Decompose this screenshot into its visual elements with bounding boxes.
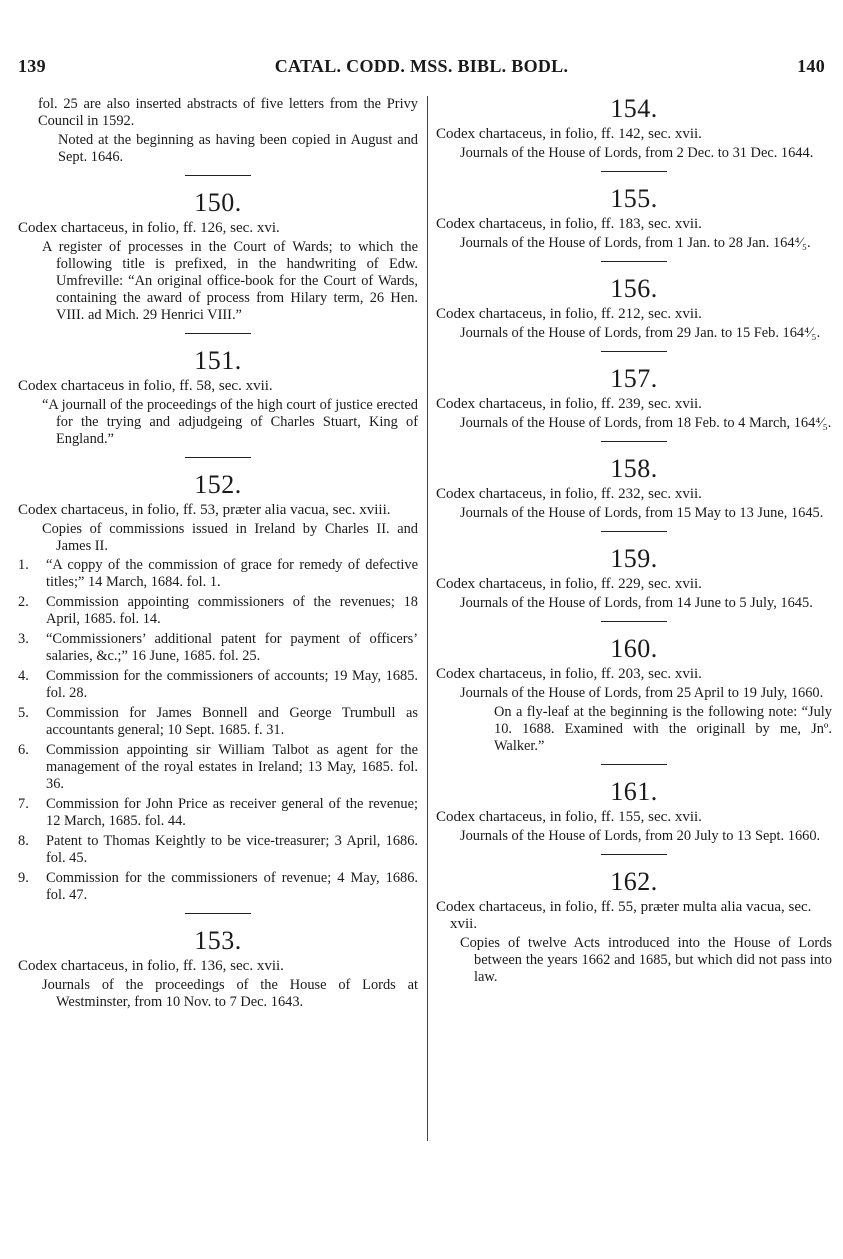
- entry-number: 155.: [610, 184, 658, 213]
- entry-rule: [185, 175, 251, 176]
- entry-156: [436, 274, 832, 342]
- column-divider: [427, 96, 428, 1141]
- entry-rule: [601, 621, 667, 622]
- entry-description: Journals of the House of Lords, from 2 Dec. to 31 Dec. 1644.: [460, 145, 814, 161]
- list-item: [18, 705, 418, 739]
- item-number: 6.: [18, 742, 29, 758]
- commission-list: [18, 557, 418, 904]
- entry-rule: [601, 441, 667, 442]
- entry-150: [18, 188, 418, 324]
- item-number: 3.: [18, 631, 29, 647]
- codex-line: Codex chartaceus, in folio, ff. 212, sec. xvii.: [436, 306, 702, 322]
- item-text: “A coppy of the commission of grace for remedy of defective titles;” 14 March, 1684. fol. 1.: [46, 557, 418, 590]
- item-text: Patent to Thomas Keightly to be vice-treasurer; 3 April, 1686. fol. 45.: [46, 833, 418, 866]
- continued-note: Noted at the beginning as having been copied in August and Sept. 1646.: [58, 132, 418, 165]
- entry-152: [18, 470, 418, 904]
- entry-rule: [601, 854, 667, 855]
- codex-line: Codex chartaceus, in folio, ff. 53, præter alia vacua, sec. xviii.: [18, 502, 391, 518]
- item-text: Commission appointing commissioners of the revenues; 18 April, 1685. fol. 14.: [46, 594, 418, 627]
- item-text: Commission for John Price as receiver general of the revenue; 12 March, 1685. fol. 44.: [46, 796, 418, 829]
- entry-number: 156.: [610, 274, 658, 303]
- codex-line: Codex chartaceus, in folio, ff. 229, sec. xvii.: [436, 576, 702, 592]
- continued-text: fol. 25 are also inserted abstracts of five letters from the Privy Council in 1592.: [38, 96, 418, 129]
- item-text: “Commissioners’ additional patent for payment of officers’ salaries, &c.;” 16 June, 1685. fol. 25.: [46, 631, 418, 664]
- entry-description: Journals of the House of Lords, from 20 July to 13 Sept. 1660.: [460, 828, 821, 844]
- entry-number: 150.: [194, 188, 242, 217]
- entry-description: Journals of the House of Lords, from 25 April to 19 July, 1660.: [460, 685, 824, 701]
- codex-line: Codex chartaceus, in folio, ff. 136, sec. xvii.: [18, 958, 284, 974]
- entry-155: [436, 184, 832, 252]
- list-item: [18, 870, 418, 904]
- entry-rule: [601, 531, 667, 532]
- list-item: [18, 594, 418, 628]
- item-number: 2.: [18, 594, 29, 610]
- entry-number: 157.: [610, 364, 658, 393]
- entry-rule: [185, 457, 251, 458]
- item-text: Commission appointing sir William Talbot as agent for the management of the royal estates in Ireland; 13 May, 1685. fol. 36.: [46, 742, 418, 792]
- entry-description: A register of processes in the Court of Wards; to which the following title is prefixed, in the handwriting of Edw. Umfreville: “An original office-book for the Court of Wards, containing the award of process from Hilary term, 26 Hen. VIII. ad Mich. 29 Henrici VIII.”: [42, 239, 418, 323]
- list-item: [18, 557, 418, 591]
- entry-description: Copies of twelve Acts introduced into the House of Lords between the years 1662 and 1685, but which did not pass into law.: [460, 935, 832, 985]
- item-number: 5.: [18, 705, 29, 721]
- codex-line: Codex chartaceus in folio, ff. 58, sec. xvii.: [18, 378, 273, 394]
- list-item: [18, 742, 418, 793]
- entry-number: 151.: [194, 346, 242, 375]
- entry-description: Journals of the House of Lords, from 15 May to 13 June, 1645.: [460, 505, 824, 521]
- entry-number: 161.: [610, 777, 658, 806]
- list-item: [18, 833, 418, 867]
- item-number: 1.: [18, 557, 29, 573]
- codex-line: Codex chartaceus, in folio, ff. 232, sec. xvii.: [436, 486, 702, 502]
- entry-description: Journals of the House of Lords, from 14 June to 5 July, 1645.: [460, 595, 813, 611]
- entry-description: Journals of the House of Lords, from 1 Jan. to 28 Jan. 164⁴⁄₅.: [460, 235, 811, 251]
- codex-line: Codex chartaceus, in folio, ff. 155, sec. xvii.: [436, 809, 702, 825]
- entry-rule: [185, 333, 251, 334]
- list-item: [18, 668, 418, 702]
- running-header: [18, 56, 825, 84]
- codex-line: Codex chartaceus, in folio, ff. 126, sec. xvi.: [18, 220, 280, 236]
- entry-description: Journals of the House of Lords, from 18 Feb. to 4 March, 164⁴⁄₅.: [460, 415, 832, 431]
- entry-rule: [601, 351, 667, 352]
- item-text: Commission for the commissioners of revenue; 4 May, 1686. fol. 47.: [46, 870, 418, 903]
- entry-number: 159.: [610, 544, 658, 573]
- entry-description: Copies of commissions issued in Ireland by Charles II. and James II.: [42, 521, 418, 554]
- entry-159: [436, 544, 832, 612]
- codex-line: Codex chartaceus, in folio, ff. 142, sec. xvii.: [436, 126, 702, 142]
- right-column: [436, 94, 832, 988]
- entry-number: 158.: [610, 454, 658, 483]
- item-number: 9.: [18, 870, 29, 886]
- page-number-right: 140: [797, 56, 825, 76]
- entry-161: [436, 777, 832, 845]
- entry-description: “A journall of the proceedings of the high court of justice erected for the trying and adjudgeing of Charles Stuart, King of England.”: [42, 397, 418, 447]
- entry-157: [436, 364, 832, 432]
- entry-153: [18, 926, 418, 1011]
- codex-line: Codex chartaceus, in folio, ff. 203, sec. xvii.: [436, 666, 702, 682]
- item-text: Commission for the commissioners of accounts; 19 May, 1685. fol. 28.: [46, 668, 418, 701]
- page-number-left: 139: [18, 56, 46, 76]
- entry-162: [436, 867, 832, 986]
- entry-note: On a fly-leaf at the beginning is the following note: “July 10. 1688. Examined with the originall by me, Jnº. Walker.”: [494, 704, 832, 754]
- entry-number: 162.: [610, 867, 658, 896]
- list-item: [18, 796, 418, 830]
- entry-description: Journals of the proceedings of the House of Lords at Westminster, from 10 Nov. to 7 Dec. 1643.: [42, 977, 418, 1010]
- codex-line: Codex chartaceus, in folio, ff. 239, sec. xvii.: [436, 396, 702, 412]
- item-number: 7.: [18, 796, 29, 812]
- item-number: 8.: [18, 833, 29, 849]
- item-text: Commission for James Bonnell and George Trumbull as accountants general; 10 Sept. 1685. f. 31.: [46, 705, 418, 738]
- entry-rule: [601, 261, 667, 262]
- entry-number: 160.: [610, 634, 658, 663]
- item-number: 4.: [18, 668, 29, 684]
- codex-line: Codex chartaceus, in folio, ff. 183, sec. xvii.: [436, 216, 702, 232]
- codex-line: Codex chartaceus, in folio, ff. 55, præter multa alia vacua, sec. xvii.: [436, 899, 812, 932]
- running-title: CATAL. CODD. MSS. BIBL. BODL.: [274, 56, 569, 76]
- entry-151: [18, 346, 418, 448]
- entry-number: 154.: [610, 94, 658, 123]
- list-item: [18, 631, 418, 665]
- entry-number: 152.: [194, 470, 242, 499]
- entry-160: [436, 634, 832, 755]
- entry-158: [436, 454, 832, 522]
- entry-rule: [601, 764, 667, 765]
- entry-rule: [185, 913, 251, 914]
- entry-description: Journals of the House of Lords, from 29 Jan. to 15 Feb. 164⁴⁄₅.: [460, 325, 821, 341]
- entry-154: [436, 94, 832, 162]
- entry-rule: [601, 171, 667, 172]
- left-column: [18, 94, 418, 1013]
- entry-number: 153.: [194, 926, 242, 955]
